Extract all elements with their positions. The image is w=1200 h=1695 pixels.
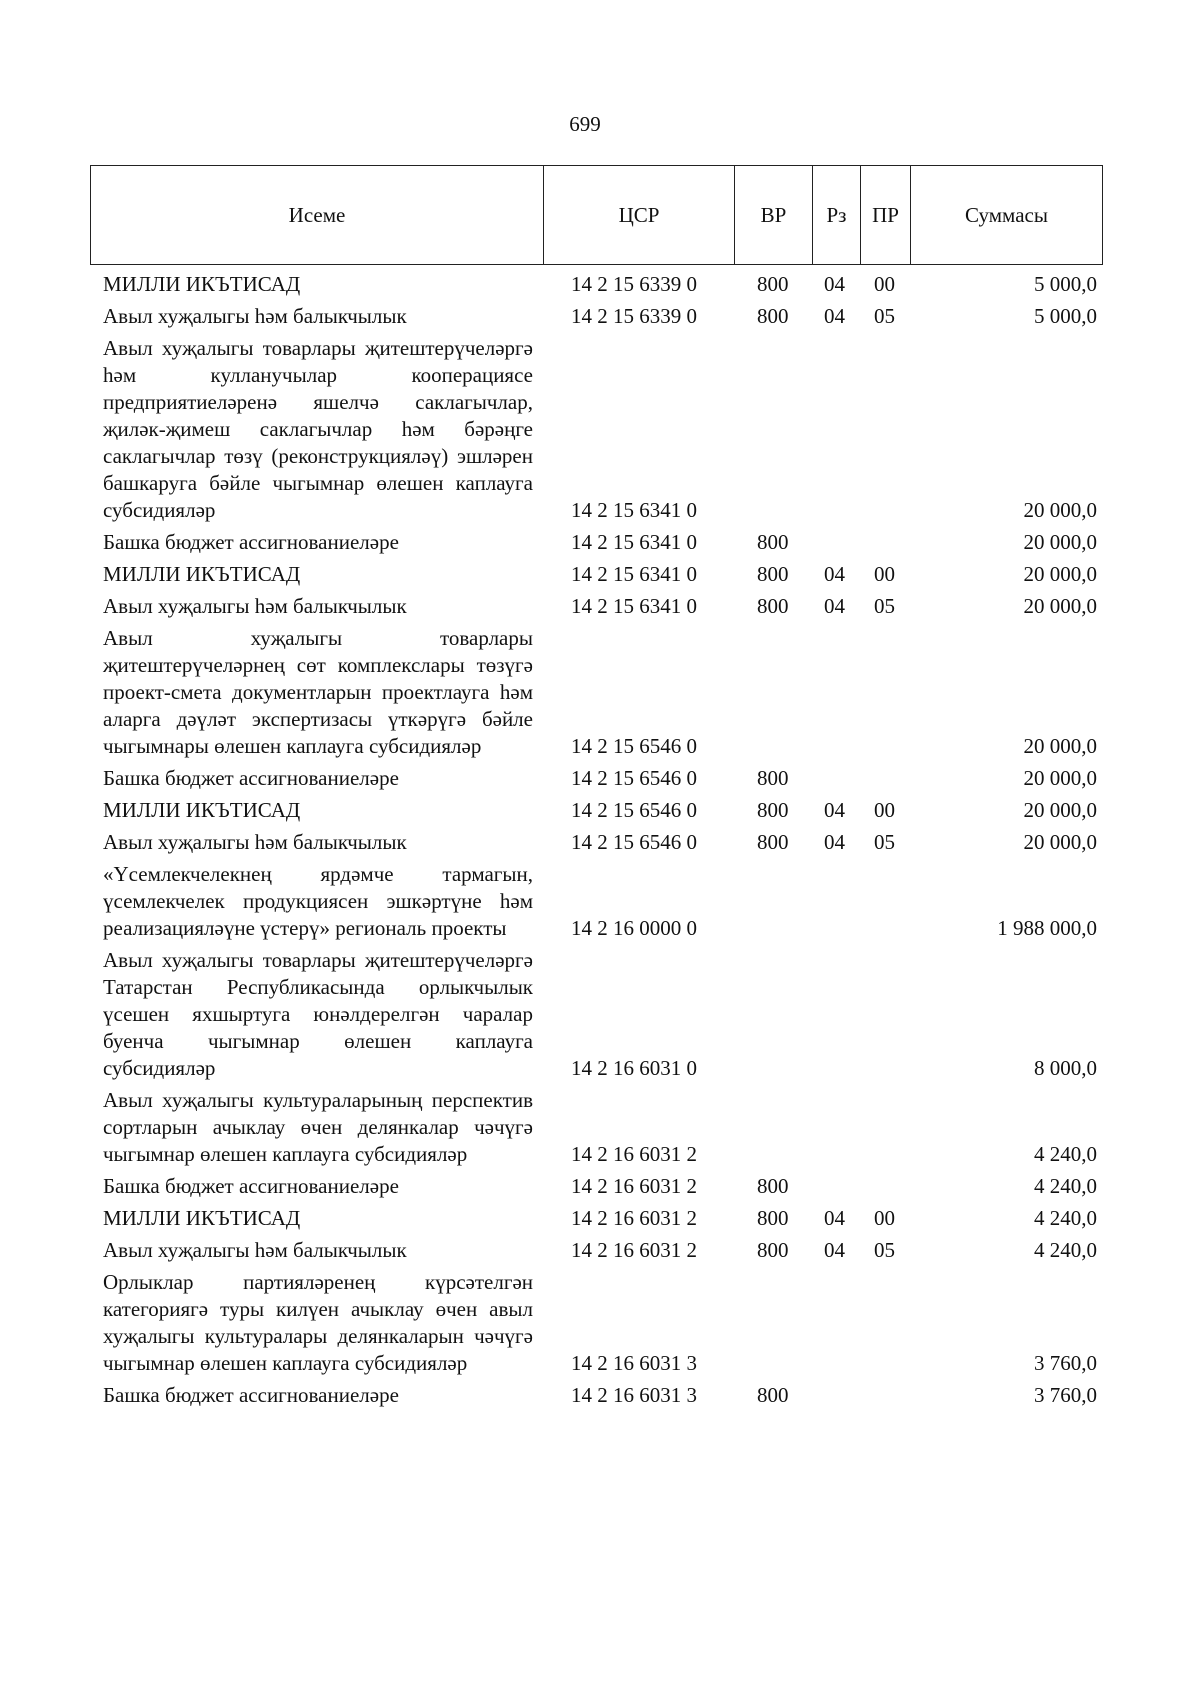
budget-table-body — [0, 268, 1200, 1411]
cell-sum: 20 000,0 — [1023, 594, 1097, 618]
cell-csr: 14 2 16 6031 2 — [571, 1142, 697, 1166]
cell-csr: 14 2 15 6341 0 — [571, 562, 697, 586]
cell-csr: 14 2 16 0000 0 — [571, 916, 697, 940]
cell-pr: 00 — [874, 562, 895, 586]
cell-sum: 20 000,0 — [1023, 498, 1097, 522]
cell-vr: 800 — [757, 530, 789, 554]
table-row — [0, 944, 1200, 1084]
table-row — [0, 622, 1200, 762]
cell-vr: 800 — [757, 594, 789, 618]
table-header — [90, 165, 1103, 265]
cell-rz: 04 — [824, 272, 845, 296]
cell-csr: 14 2 16 6031 2 — [571, 1174, 697, 1198]
cell-csr: 14 2 15 6341 0 — [571, 498, 697, 522]
cell-name: Башка бюджет ассигнованиеләре — [103, 1174, 399, 1198]
cell-name: МИЛЛИ ИКЪТИСАД — [103, 272, 301, 296]
table-row — [0, 558, 1200, 590]
table-row — [0, 762, 1200, 794]
column-header-pr: ПР — [861, 166, 911, 265]
cell-name: Башка бюджет ассигнованиеләре — [103, 1383, 399, 1407]
cell-sum: 20 000,0 — [1023, 798, 1097, 822]
cell-name: Авыл хуҗалыгы культураларының перспектив сортларын ачыклау өчен делянкалар чәчүгә чыгымнар өлешен каплауга субсидияләр — [103, 1088, 533, 1166]
column-header-csr: ЦСР — [544, 166, 735, 265]
cell-name: Авыл хуҗалыгы һәм балыкчылык — [103, 1238, 407, 1262]
table-row — [0, 1084, 1200, 1170]
cell-sum: 4 240,0 — [1034, 1142, 1097, 1166]
table-row — [0, 826, 1200, 858]
table-row — [0, 332, 1200, 526]
cell-name: Авыл хуҗалыгы һәм балыкчылык — [103, 830, 407, 854]
cell-rz: 04 — [824, 830, 845, 854]
cell-sum: 3 760,0 — [1034, 1383, 1097, 1407]
cell-csr: 14 2 15 6339 0 — [571, 304, 697, 328]
cell-sum: 5 000,0 — [1034, 304, 1097, 328]
cell-sum: 20 000,0 — [1023, 530, 1097, 554]
table-row — [0, 526, 1200, 558]
cell-rz: 04 — [824, 798, 845, 822]
cell-csr: 14 2 16 6031 3 — [571, 1383, 697, 1407]
cell-name: МИЛЛИ ИКЪТИСАД — [103, 1206, 301, 1230]
cell-pr: 00 — [874, 272, 895, 296]
cell-pr: 05 — [874, 594, 895, 618]
cell-vr: 800 — [757, 304, 789, 328]
table-row — [0, 1379, 1200, 1411]
table-row — [0, 794, 1200, 826]
cell-sum: 1 988 000,0 — [997, 916, 1097, 940]
cell-vr: 800 — [757, 1206, 789, 1230]
cell-csr: 14 2 15 6546 0 — [571, 766, 697, 790]
cell-rz: 04 — [824, 594, 845, 618]
cell-name: Авыл хуҗалыгы һәм балыкчылык — [103, 304, 407, 328]
table-row — [0, 858, 1200, 944]
cell-vr: 800 — [757, 1174, 789, 1198]
table-row — [0, 1202, 1200, 1234]
cell-pr: 00 — [874, 798, 895, 822]
cell-sum: 8 000,0 — [1034, 1056, 1097, 1080]
column-header-rz: Рз — [813, 166, 861, 265]
cell-rz: 04 — [824, 562, 845, 586]
cell-sum: 20 000,0 — [1023, 562, 1097, 586]
cell-rz: 04 — [824, 1238, 845, 1262]
table-row — [0, 590, 1200, 622]
cell-sum: 4 240,0 — [1034, 1206, 1097, 1230]
cell-csr: 14 2 15 6546 0 — [571, 734, 697, 758]
cell-csr: 14 2 15 6546 0 — [571, 830, 697, 854]
cell-rz: 04 — [824, 304, 845, 328]
table-row — [0, 1234, 1200, 1266]
cell-name: МИЛЛИ ИКЪТИСАД — [103, 562, 301, 586]
cell-sum: 4 240,0 — [1034, 1174, 1097, 1198]
page-number: 699 — [569, 112, 601, 136]
cell-csr: 14 2 15 6339 0 — [571, 272, 697, 296]
cell-pr: 05 — [874, 304, 895, 328]
cell-vr: 800 — [757, 1238, 789, 1262]
cell-name: Башка бюджет ассигнованиеләре — [103, 530, 399, 554]
cell-name: «Үсемлекчелекнең ярдәмче тармагын, үсемлекчелек продукциясен эшкәртүне һәм реализацияләүне үстерү» региональ проекты — [103, 862, 533, 940]
cell-csr: 14 2 16 6031 2 — [571, 1206, 697, 1230]
cell-name: МИЛЛИ ИКЪТИСАД — [103, 798, 301, 822]
cell-name: Авыл хуҗалыгы һәм балыкчылык — [103, 594, 407, 618]
cell-name: Авыл хуҗалыгы товарлары җитештерүчеләрнең сөт комплекслары төзүгә проект-смета документларын проектлауга һәм аларга дәүләт экспертизасы үткәрүгә бәйле чыгымнары өлешен каплауга субсидияләр — [103, 626, 533, 758]
cell-sum: 5 000,0 — [1034, 272, 1097, 296]
cell-name: Башка бюджет ассигнованиеләре — [103, 766, 399, 790]
cell-csr: 14 2 16 6031 2 — [571, 1238, 697, 1262]
cell-name: Орлыклар партияләренең күрсәтелгән категориягә туры килүен ачыклау өчен авыл хуҗалыгы культуралары делянкаларын чәчүгә чыгымнар өлешен каплауга субсидияләр — [103, 1270, 533, 1375]
cell-csr: 14 2 15 6341 0 — [571, 594, 697, 618]
table-row — [0, 1266, 1200, 1379]
cell-csr: 14 2 15 6546 0 — [571, 798, 697, 822]
cell-pr: 05 — [874, 1238, 895, 1262]
cell-sum: 3 760,0 — [1034, 1351, 1097, 1375]
cell-name: Авыл хуҗалыгы товарлары җитештерүчеләргә һәм кулланучылар кооперациясе предприятиеләренә яшелчә саклагычлар, җиләк-җимеш саклагычлар һәм бәрәңге саклагычлар төзү (реконструкцияләү) эшләрен башкаруга бәйле чыгымнар өлешен каплауга субсидияләр — [103, 336, 533, 522]
cell-csr: 14 2 16 6031 0 — [571, 1056, 697, 1080]
column-header-name: Исеме — [91, 166, 544, 265]
column-header-sum: Суммасы — [911, 166, 1103, 265]
cell-vr: 800 — [757, 830, 789, 854]
cell-vr: 800 — [757, 272, 789, 296]
cell-sum: 20 000,0 — [1023, 830, 1097, 854]
cell-sum: 20 000,0 — [1023, 734, 1097, 758]
table-row — [0, 300, 1200, 332]
cell-vr: 800 — [757, 798, 789, 822]
cell-sum: 20 000,0 — [1023, 766, 1097, 790]
cell-pr: 00 — [874, 1206, 895, 1230]
table-row — [0, 1170, 1200, 1202]
column-header-vr: ВР — [735, 166, 813, 265]
cell-vr: 800 — [757, 766, 789, 790]
cell-name: Авыл хуҗалыгы товарлары җитештерүчеләргә Татарстан Республикасында орлыкчылык үсешен яхшыртуга юнәлдерелгән чаралар буенча чыгымнар өлешен каплауга субсидияләр — [103, 948, 533, 1080]
cell-vr: 800 — [757, 1383, 789, 1407]
table-row — [0, 268, 1200, 300]
cell-csr: 14 2 15 6341 0 — [571, 530, 697, 554]
cell-vr: 800 — [757, 562, 789, 586]
cell-pr: 05 — [874, 830, 895, 854]
cell-sum: 4 240,0 — [1034, 1238, 1097, 1262]
cell-csr: 14 2 16 6031 3 — [571, 1351, 697, 1375]
cell-rz: 04 — [824, 1206, 845, 1230]
